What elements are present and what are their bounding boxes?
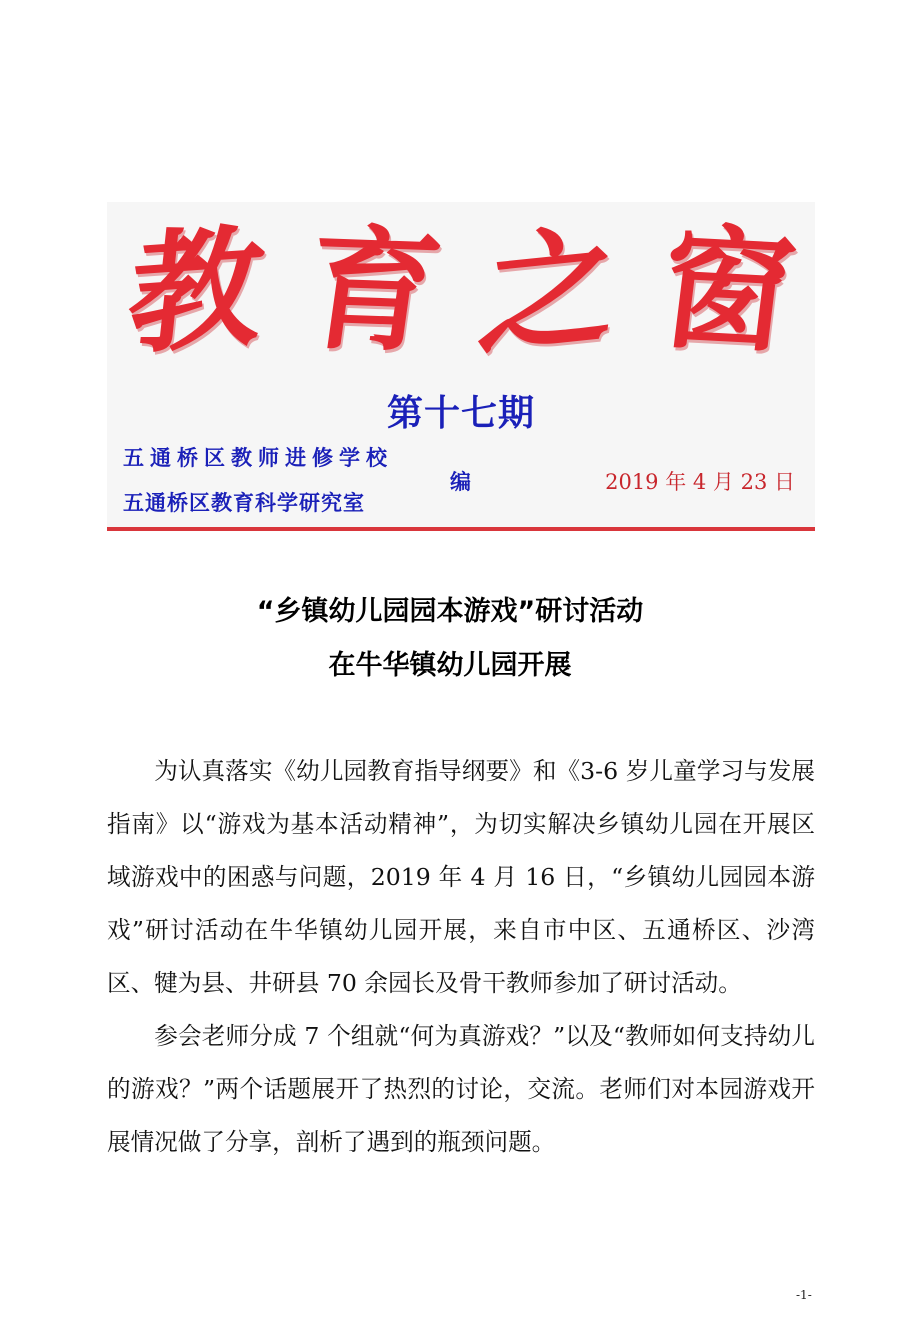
- masthead-title-char: 育: [296, 211, 450, 372]
- article-paragraph: 参会老师分成 7 个组就“何为真游戏？”以及“教师如何支持幼儿的游戏？”两个话题展开了热烈的讨论，交流。老师们对本园游戏开展情况做了分享，剖析了遇到的瓶颈问题。: [107, 1022, 815, 1156]
- article-headline-line-1: “乡镇幼儿园园本游戏”研讨活动: [256, 596, 644, 627]
- editor-label: 编: [450, 470, 471, 494]
- issue-number: 第十七期: [386, 393, 535, 434]
- masthead-title: [107, 207, 815, 376]
- publication-date: 2019 年 4 月 23 日: [605, 470, 795, 494]
- masthead-banner: [107, 202, 815, 530]
- publisher-school: 五通桥区教师进修学校: [123, 446, 393, 470]
- masthead-title-char: 之: [471, 207, 629, 376]
- publisher-research-office: 五通桥区教育科学研究室: [123, 491, 365, 515]
- page-number: -1-: [796, 1288, 812, 1302]
- article-body: [107, 745, 815, 1169]
- masthead-divider: [107, 527, 815, 531]
- masthead-title-char: 窗: [651, 210, 802, 373]
- article-headline-line-2: 在牛华镇幼儿园开展: [328, 650, 572, 681]
- masthead-title-char: 教: [120, 209, 271, 374]
- article-paragraph: 为认真落实《幼儿园教育指导纲要》和《3-6 岁儿童学习与发展指南》以“游戏为基本活动精神”，为切实解决乡镇幼儿园在开展区域游戏中的困惑与问题，2019 年 4 月 16 日，“乡镇幼儿园园本游戏”研讨活动在牛华镇幼儿园开展，来自市中区、五通桥区、沙湾区、犍为县、井研县 70 余园长及骨干教师参加了研讨活动。: [107, 757, 815, 997]
